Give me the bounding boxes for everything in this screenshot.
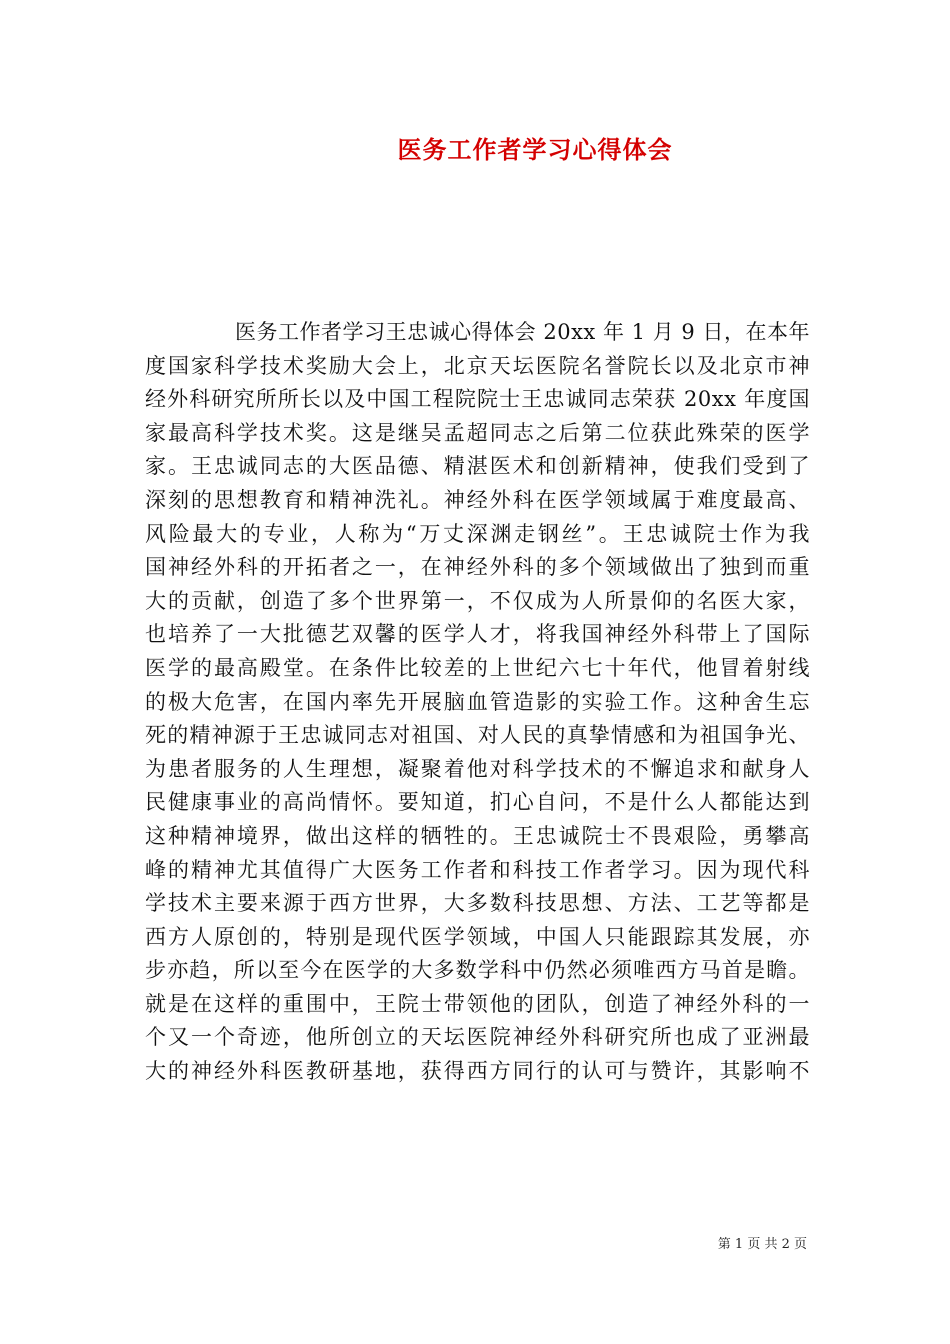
body-paragraph	[145, 316, 810, 1089]
text-line: 家最高科学技术奖。这是继吴孟超同志之后第二位获此殊荣的医学	[145, 420, 810, 445]
text-line: 峰的精神尤其值得广大医务工作者和科技工作者学习。因为现代科	[145, 857, 810, 882]
text-line: 家。王忠诚同志的大医品德、精湛医术和创新精神，使我们受到了	[145, 454, 810, 479]
text-line: 为患者服务的人生理想，凝聚着他对科学技术的不懈追求和献身人	[145, 756, 810, 781]
text-line: 这种精神境界，做出这样的牺牲的。王忠诚院士不畏艰险，勇攀高	[145, 823, 810, 848]
text-line: 风险最大的专业，人称为“万丈深渊走钢丝”。王忠诚院士作为我	[145, 521, 810, 546]
text-line: 就是在这样的重围中，王院士带领他的团队，创造了神经外科的一	[145, 991, 810, 1016]
text-line: 也培养了一大批德艺双馨的医学人才，将我国神经外科带上了国际	[145, 622, 810, 647]
text-line: 国神经外科的开拓者之一，在神经外科的多个领域做出了独到而重	[145, 555, 810, 580]
page-footer: 第 1 页 共 2 页	[717, 1237, 807, 1252]
text-line: 深刻的思想教育和精神洗礼。神经外科在医学领域属于难度最高、	[145, 487, 810, 512]
text-line: 大的神经外科医教研基地，获得西方同行的认可与赞许，其影响不	[145, 1059, 810, 1084]
text-line: 西方人原创的，特别是现代医学领域，中国人只能跟踪其发展，亦	[145, 924, 810, 949]
document-title: 医务工作者学习心得体会	[397, 135, 673, 164]
text-line: 个又一个奇迹，他所创立的天坛医院神经外科研究所也成了亚洲最	[145, 1025, 810, 1050]
text-line: 死的精神源于王忠诚同志对祖国、对人民的真挚情感和为祖国争光、	[145, 723, 810, 748]
text-line: 度国家科学技术奖励大会上，北京天坛医院名誉院长以及北京市神	[145, 353, 810, 378]
text-line: 医务工作者学习王忠诚心得体会 20xx 年 1 月 9 日，在本年	[235, 320, 810, 344]
text-line: 民健康事业的高尚情怀。要知道，扪心自问，不是什么人都能达到	[145, 790, 810, 815]
text-line: 大的贡献，创造了多个世界第一，不仅成为人所景仰的名医大家，	[145, 588, 810, 613]
text-line: 学技术主要来源于西方世界，大多数科技思想、方法、工艺等都是	[145, 891, 810, 916]
text-line: 经外科研究所所长以及中国工程院院士王忠诚同志荣获 20xx 年度国	[145, 387, 810, 412]
text-line: 医学的最高殿堂。在条件比较差的上世纪六七十年代，他冒着射线	[145, 655, 810, 680]
text-line: 的极大危害，在国内率先开展脑血管造影的实验工作。这种舍生忘	[145, 689, 810, 714]
text-line: 步亦趋，所以至今在医学的大多数学科中仍然必须唯西方马首是瞻。	[145, 958, 810, 983]
